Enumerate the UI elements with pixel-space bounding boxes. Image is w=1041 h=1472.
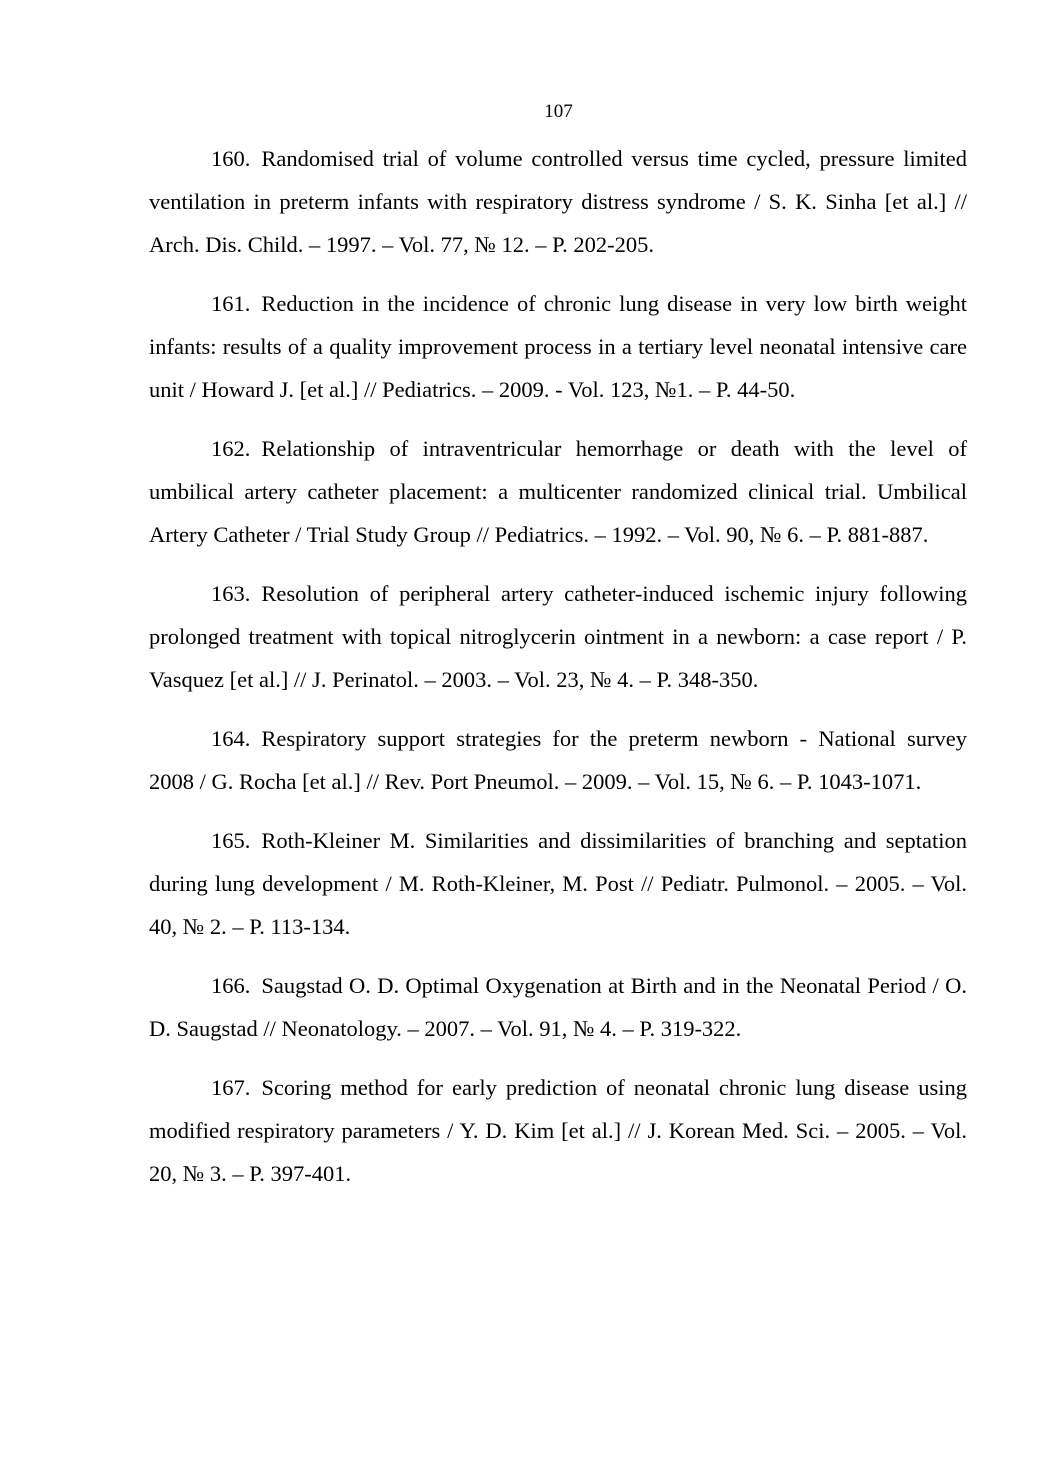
reference-text: Resolution of peripheral artery catheter-induced ischemic injury following prolonged treatment with topical nitroglycerin ointment in a newborn: a case report / P. Vasquez [et al.] // J. Perinatol. – 2003. – Vol. 23, № 4. – P. 348-350. xyxy=(149,581,967,692)
reference-text: Relationship of intraventricular hemorrhage or death with the level of umbilical artery catheter placement: a multicenter randomized clinical trial. Umbilical Artery Catheter / Trial Study Group // Pediatrics. – 1992. – Vol. 90, № 6. – P. 881-887. xyxy=(149,436,967,547)
reference-text: Reduction in the incidence of chronic lung disease in very low birth weight infants: results of a quality improvement process in a tertiary level neonatal intensive care unit / Howard J. [et al.] // Pediatrics. – 2009. - Vol. 123, №1. – P. 44-50. xyxy=(149,291,967,402)
reference-number: 161. xyxy=(211,291,251,316)
reference-text: Scoring method for early prediction of neonatal chronic lung disease using modified respiratory parameters / Y. D. Kim [et al.] // J. Korean Med. Sci. – 2005. – Vol. 20, № 3. – P. 397-401. xyxy=(149,1075,967,1186)
reference-item-167 xyxy=(149,1066,967,1195)
reference-item-160 xyxy=(149,137,967,266)
reference-number: 160. xyxy=(211,146,251,171)
reference-item-161 xyxy=(149,282,967,411)
reference-number: 167. xyxy=(211,1075,251,1100)
reference-text: Respiratory support strategies for the preterm newborn - National survey 2008 / G. Rocha [et al.] // Rev. Port Pneumol. – 2009. – Vol. 15, № 6. – P. 1043-1071. xyxy=(149,726,967,794)
reference-item-164 xyxy=(149,717,967,803)
reference-number: 162. xyxy=(211,436,251,461)
reference-text: Roth-Kleiner M. Similarities and dissimilarities of branching and septation during lung development / M. Roth-Kleiner, M. Post // Pediatr. Pulmonol. – 2005. – Vol. 40, № 2. – P. 113-134. xyxy=(149,828,967,939)
reference-item-163 xyxy=(149,572,967,701)
reference-text: Randomised trial of volume controlled versus time cycled, pressure limited ventilation in preterm infants with respiratory distress syndrome / S. K. Sinha [et al.] // Arch. Dis. Child. – 1997. – Vol. 77, № 12. – P. 202-205. xyxy=(149,146,967,257)
reference-list xyxy=(149,137,967,1211)
reference-number: 165. xyxy=(211,828,251,853)
reference-item-165 xyxy=(149,819,967,948)
reference-item-162 xyxy=(149,427,967,556)
reference-number: 163. xyxy=(211,581,251,606)
reference-text: Saugstad O. D. Optimal Oxygenation at Birth and in the Neonatal Period / O. D. Saugstad // Neonatology. – 2007. – Vol. 91, № 4. – P. 319-322. xyxy=(149,973,967,1041)
page-number: 107 xyxy=(544,101,573,122)
reference-number: 164. xyxy=(211,726,251,751)
reference-number: 166. xyxy=(211,973,251,998)
reference-item-166 xyxy=(149,964,967,1050)
